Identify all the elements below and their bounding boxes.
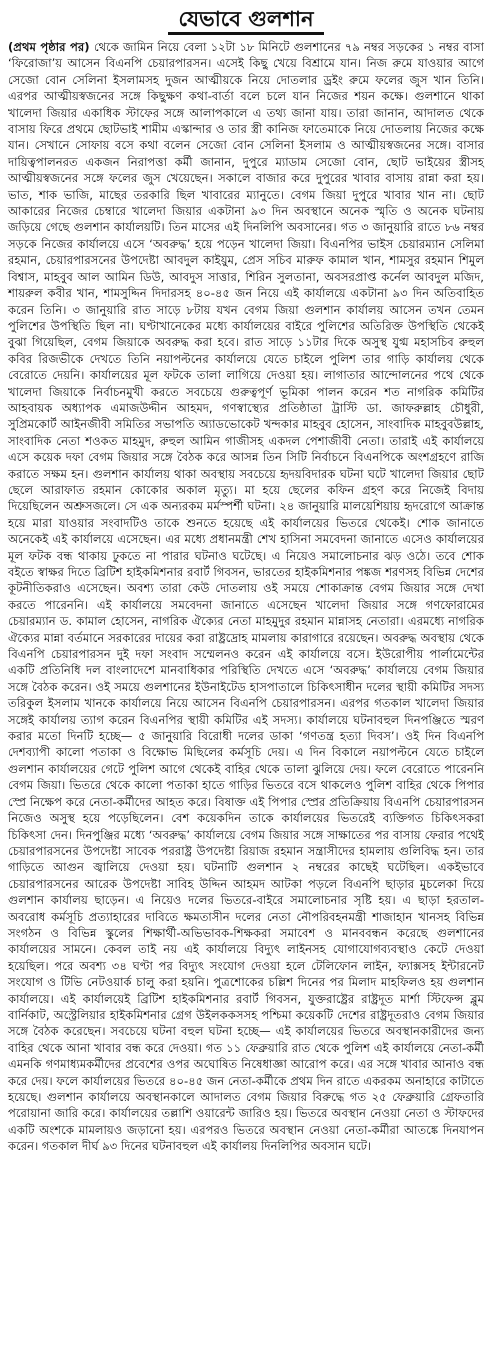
headline-block: [8, 6, 484, 35]
continuation-marker: (প্রথম পৃষ্ঠার পর): [8, 40, 94, 54]
article-body: [8, 39, 484, 1155]
article-body-text: থেকে জামিন নিয়ে বেলা ১২টা ১৮ মিনিটে গুলশানের ৭৯ নম্বর সড়কের ১ নম্বর বাসা ‘ফিরোজা’য় আসেন বিএনপি চেয়ারপারসন। এসেই কিছু খেয়ে বিশ্রামে যান। নিজ রুমে যাওয়ার আগে সেজো বোন সেলিনা ইসলামসহ দুজন আত্মীয়কে নিয়ে দোতলার ড্রইং রুমে ফলের জুস খান তিনি। এরপর আত্মীয়স্বজনের সঙ্গে কিছুক্ষণ কথা-বার্তা বলে চলে যান নিজের শয়ন কক্ষে। গুলশানে থাকা খালেদা জিয়ার একাধিক স্টাফের সঙ্গে আলাপকালে এ তথ্য জানা যায়। তারা জানান, আদালত থেকে বাসায় ফিরে প্রথমে ছোটভাই শামীম এস্কান্দার ও তার স্ত্রী কানিজ ফাতেমাকে নিয়ে দোতলায় নিজের কক্ষে যান। সেখানে সোফায় বসে কথা বলেন সেজো বোন সেলিনা ইসলাম ও আত্মীয়স্বজনের সঙ্গে। বাসার দায়িত্বপালনরত একজন নিরাপত্তা কর্মী জানান, দুপুরে ম্যাডাম সেজো বোন, ছোট ভাইয়ের স্ত্রীসহ আত্মীয়স্বজনের সঙ্গে ফলের জুস খেয়েছেন। সকালে বাজার করে দুপুরের খাবার বাসায় রান্না করা হয়। ভাত, শাক ভাজি, মাছের তরকারি ছিল খাবারের ম্যানুতে। বেগম জিয়া দুপুরে খাবার খান না। ছোট আকারের নিজের চেম্বারে খালেদা জিয়ার একটানা ৯৩ দিন অবস্থানে অনেক স্মৃতি ও অনেক ঘটনায় জড়িয়ে গেছে গুলশান কার্যালয়টি। তিন মাসের এই দিনলিপি অবসানের। গত ৩ জানুয়ারি রাতে ৮৬ নম্বর সড়কে নিজের কার্যালয়ে এসে ‘অবরুদ্ধ’ হয়ে পড়েন খালেদা জিয়া। বিএনপির ভাইস চেয়ারম্যান সেলিমা রহমান, চেয়ারপারসনের উপদেষ্টা আবদুল কাইয়ুম, প্রেস সচিব মারুফ কামাল খান, শামসুর রহমান শিমুল বিশ্বাস, মাহবুব আল আমিন ডিউ, আবদুস সাত্তার, শিরিন সুলতানা, অবসরপ্রাপ্ত কর্নেল আবদুল মজিদ, শায়রুল কবীর খান, শামসুদ্দিন দিদারসহ ৪০-৪৫ জন নিয়ে এই কার্যালয়ে একটানা ৯৩ দিন অতিবাহিত করেন তিনি। ৩ জানুয়ারি রাত সাড়ে ৮টায় যখন বেগম জিয়া গুলশান কার্যালয় আসেন তখন তেমন পুলিশের উপস্থিতি ছিল না। ঘণ্টাখানেকের মধ্যে কার্যালয়ের বাইরে পুলিশের অতিরিক্ত উপস্থিতি থেকেই বুঝা গিয়েছিল, বেগম জিয়াকে অবরুদ্ধ করা হবে। রাত সাড়ে ১১টার দিকে অসুস্থ যুগ্ম মহাসচিব রুহুল কবির রিজভীকে দেখতে তিনি নয়াপল্টনের কার্যালয়ে যেতে চাইলে পুলিশ তার গাড়ি কার্যালয় থেকে বেরোতে দেয়নি। কার্যালয়ের মূল ফটকে তালা লাগিয়ে দেওয়া হয়। লাগাতার আন্দোলনের পথে থেকে খালেদা জিয়াকে নির্বাচনমুখী করতে সবচেয়ে গুরুত্বপূর্ণ ভূমিকা পালন করেন শত নাগরিক কমিটির আহবায়ক অধ্যাপক এমাজউদ্দীন আহমদ, গণস্বাস্থ্যের প্রতিষ্ঠাতা ট্রাস্টি ডা. জাফরুল্লাহ চৌধুরী, সুপ্রিমকোর্ট আইনজীবী সমিতির সভাপতি অ্যাডভোকেট খন্দকার মাহবুব হোসেন, সাংবাদিক মাহবুবউল্লাহ, সাংবাদিক নেতা শওকত মাহমুদ, রুহুল আমিন গাজীসহ একদল পেশাজীবী নেতা। তারাই এই কার্যালয়ে এসে কয়েক দফা বেগম জিয়ার সঙ্গে বৈঠক করে আসন্ন তিন সিটি নির্বাচনে বিএনপিকে অংশগ্রহণে রাজি করাতে সক্ষম হন। গুলশান কার্যালয় থাকা অবস্থায় সবচেয়ে হৃদয়বিদারক ঘটনা ঘটে খালেদা জিয়ার ছোট ছেলে আরাফাত রহমান কোকোর অকাল মৃত্যু। মা হয়ে ছেলের কফিন গ্রহণ করে নিজেই বিদায় দিয়েছিলেন অশ্রুসজলে। সে এক অন্যরকম মর্মস্পর্শী ঘটনা। ২৪ জানুয়ারি মালয়েশিয়ায় হৃদরোগে আক্রান্ত হয়ে মারা যাওয়ার সংবাদটিও তাকে শুনতে হয়েছে এই কার্যালয়ের ভিতরে থেকেই। শোক জানাতে অনেকেই এই কার্যালয়ে এসেছেন। এর মধ্যে প্রধানমন্ত্রী শেখ হাসিনা সমবেদনা জানাতে এসেও কার্যালয়ের মূল ফটক বন্ধ থাকায় ঢুকতে না পারার ঘটনাও ঘটেছে। এ নিয়েও সমালোচনার ঝড় ওঠে। তবে শোক বইতে স্বাক্ষর দিতে ব্রিটিশ হাইকমিশনার রবার্ট গিবসন, ভারতের হাইকমিশনার পঙ্কজ শরণসহ বিভিন্ন দেশের কূটনীতিকরাও এসেছেন। অবশ্য তারা কেউ দোতলায় ওই সময়ে শোকাক্রান্ত বেগম জিয়ার সঙ্গে দেখা করতে পারেননি। এই কার্যালয়ে সমবেদনা জানাতে এসেছেন খালেদা জিয়ার সঙ্গে গণফোরামের চেয়ারম্যান ড. কামাল হোসেন, নাগরিক ঐক্যের নেতা মাহমুদুর রহমান মান্নাসহ নেতারা। এরমধ্যে নাগরিক ঐক্যের মান্না বর্তমানে সরকারের দায়ের করা রাষ্ট্রদ্রোহ মামলায় কারাগারে রয়েছেন। অবরুদ্ধ অবস্থায় থেকে বিএনপি চেয়ারপারসন দুই দফা সংবাদ সম্মেলনও করেন এই কার্যালয়ে বসে। ইউরোপীয় পার্লামেন্টের একটি প্রতিনিধি দল বাংলাদেশে মানবাধিকার পরিস্থিতি দেখতে এসে ‘অবরুদ্ধ’ কার্যালয়ে বেগম জিয়ার সঙ্গে বৈঠক করেন। ওই সময়ে গুলশানের ইউনাইটেড হাসপাতালে চিকিৎসাধীন দলের স্থায়ী কমিটির সদস্য তরিকুল ইসলাম খানকে কার্যালয়ে নিয়ে আসেন বিএনপি চেয়ারপারসন। এরপর গতকাল খালেদা জিয়ার সঙ্গেই কার্যালয় ত্যাগ করেন বিএনপির স্থায়ী কমিটির এই সদস্য। কার্যালয়ে ঘটনাবহুল দিনপঞ্জিতে স্মরণ করার মতো দিনটি হচ্ছে— ৫ জানুয়ারি বিরোধী দলের ডাকা ‘গণতন্ত্র হত্যা দিবস’। ওই দিন বিএনপি দেশব্যাপী কালো পতাকা ও বিক্ষোভ মিছিলের কর্মসূচি দেয়। এ দিন বিকালে নয়াপল্টনে যেতে চাইলে গুলশান কার্যালয়ের গেটে পুলিশ আগে থেকেই বাহির থেকে তালা ঝুলিয়ে দেয়। ফলে বেরোতে পারেননি বেগম জিয়া। ভিতরে থেকে কালো পতাকা হাতে গাড়ির ভিতরে বসে থাকলেও পুলিশ বাহির থেকে পিপার স্প্রে নিক্ষেপ করে নেতা-কর্মীদের আহত করে। বিষাক্ত এই পিপার স্প্রের প্রতিক্রিয়ায় বিএনপি চেয়ারপারসন নিজেও অসুস্থ হয়ে পড়েছিলেন। বেশ কয়েকদিন তাকে কার্যালয়ের ভিতরেই ব্যক্তিগত চিকিৎসকরা চিকিৎসা দেন। দিনপুঞ্জির মধ্যে ‘অবরুদ্ধ’ কার্যালয়ে বেগম জিয়ার সঙ্গে সাক্ষাতের পর বাসায় ফেরার পথেই চেয়ারপারসনের উপদেষ্টা সাবেক পররাষ্ট্র উপদেষ্টা রিয়াজ রহমান সন্ত্রাসীদের হামলায় গুলিবিদ্ধ হন। তার গাড়িতে আগুন জ্বালিয়ে দেওয়া হয়। ঘটনাটি গুলশান ২ নম্বরের কাছেই ঘটেছিল। একইভাবে চেয়ারপারসনের আরেক উপদেষ্টা সাবিহ উদ্দিন আহমদ আটকা পড়লে বিএনপি ছাড়ার মুচলেকা দিয়ে গুলশান কার্যালয় ছাড়েন। এ নিয়েও দলের ভিতরে-বাইরে সমালোচনার সৃষ্টি হয়। এ ছাড়া হরতাল-অবরোধ কর্মসূচি প্রত্যাহারের দাবিতে ক্ষমতাসীন দলের নেতা নৌপরিবহনমন্ত্রী শাজাহান খানসহ বিভিন্ন সংগঠন ও বিভিন্ন স্কুলের শিক্ষার্থী-অভিভাবক-শিক্ষকরা সমাবেশ ও মানববন্ধন করেছে গুলশানের কার্যালয়ের সামনে। কেবল তাই নয় এই কার্যালয়ে বিদ্যুৎ লাইনসহ যোগাযোগব্যবস্থাও কেটে দেওয়া হয়েছিল। পরে অবশ্য ৩৪ ঘণ্টা পর বিদ্যুৎ সংযোগ দেওয়া হলে টেলিফোন লাইন, ফ্যাক্সসহ ইন্টারনেট সংযোগ ও টিভি নেটওয়ার্ক চালু করা হয়নি। পুত্রশোকের চল্লিশ দিনের পর মিলাদ মাহফিলও হয় গুলশান কার্যালয়ে। এই কার্যালয়েই ব্রিটিশ হাইকমিশনার রবার্ট গিবসন, যুক্তরাষ্ট্রের রাষ্ট্রদূত মার্শা স্টিফেন্স ব্লুম বার্নিকাট, অস্ট্রেলিয়ার হাইকমিশনার গ্রেগ উইলককসসহ পশ্চিমা কয়েকটি দেশের রাষ্ট্রদূতরাও বেগম জিয়ার সঙ্গে বৈঠক করেছেন। সবচেয়ে ঘটনা বহুল ঘটনা হচ্ছে— এই কার্যালয়ের ভিতরে অবস্থানকারীদের জন্য বাহির থেকে আনা খাবার বন্ধ করে দেওয়া। গত ১১ ফেব্রুয়ারি রাত থেকে পুলিশ এই কার্যালয়ে নেতা-কর্মী এমনকি গণমাধ্যমকর্মীদের প্রবেশের ওপর অঘোষিত নিষেধাজ্ঞা আরোপ করে। এর সঙ্গে খাবার আনাও বন্ধ করে দেয়। ফলে কার্যালয়ের ভিতরে ৪০-৪৫ জন নেতা-কর্মীকে প্রথম দিন রাতে একরকম অনাহারে কাটাতে হয়েছে। গুলশান কার্যালয়ে অবস্থানকালে আদালত বেগম জিয়ার বিরুদ্ধে গত ২৫ ফেব্রুয়ারি গ্রেফতারি পরোয়ানা জারি করে। কার্যালয়ের তল্লাশি ওয়ারেন্ট জারিও হয়। ভিতরে অবস্থান নেওয়া নেতা ও স্টাফদের একটি অংশকে মামলায়ও জড়ানো হয়। এরপরও ভিতরে অবস্থান নেওয়া নেতা-কর্মীরা আতঙ্কে দিনযাপন করেন। গতকাল দীর্ঘ ৯৩ দিনের ঘটনাবহুল এই কার্যালয় দিনলিপির অবসান ঘটে।: [8, 40, 484, 1154]
article-headline: যেভাবে গুলশান: [168, 6, 323, 35]
